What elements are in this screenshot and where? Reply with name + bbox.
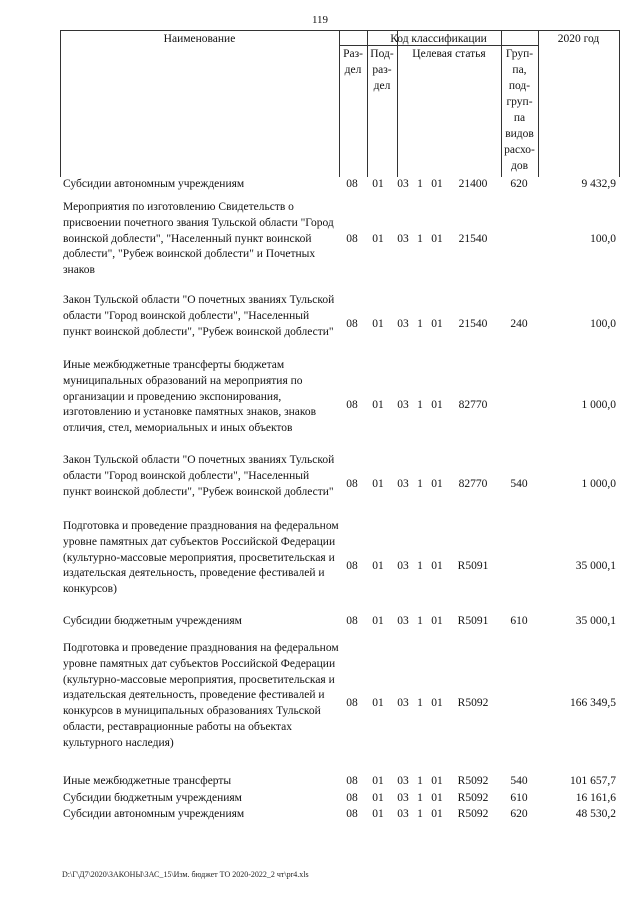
code-subsection: 01 xyxy=(372,178,384,190)
amount-2020: 1 000,0 xyxy=(581,399,616,411)
amount-2020: 1 000,0 xyxy=(581,478,616,490)
code-target-subprogram: 1 xyxy=(417,808,423,820)
code-target-subprogram: 1 xyxy=(417,233,423,245)
code-target-program: 03 xyxy=(397,478,409,490)
code-target-subprogram: 1 xyxy=(417,318,423,330)
code-section: 08 xyxy=(346,178,358,190)
code-target-direction: R5092 xyxy=(457,808,489,820)
code-target-direction: R5092 xyxy=(457,775,489,787)
code-section: 08 xyxy=(346,233,358,245)
code-expense-type: 610 xyxy=(510,792,528,804)
table-row xyxy=(0,614,640,630)
code-target-subprogram: 1 xyxy=(417,560,423,572)
code-expense-type: 240 xyxy=(510,318,528,330)
amount-2020: 16 161,6 xyxy=(575,792,616,804)
code-target-program: 03 xyxy=(397,775,409,787)
code-target-subprogram: 1 xyxy=(417,399,423,411)
table-row xyxy=(0,200,640,279)
code-subsection: 01 xyxy=(372,478,384,490)
header-code: Код классификации xyxy=(390,33,487,45)
amount-2020: 101 657,7 xyxy=(570,775,616,787)
code-subsection: 01 xyxy=(372,233,384,245)
code-section: 08 xyxy=(346,615,358,627)
code-target-program: 03 xyxy=(397,792,409,804)
row-name: Закон Тульской области "О почетных званиях Тульской области "Город воинской доблести", "Населенный пункт воинской доблести", "Рубеж воинской доблести" xyxy=(63,454,335,498)
code-target-event: 01 xyxy=(431,478,443,490)
code-target-event: 01 xyxy=(431,697,443,709)
row-name: Субсидии бюджетным учреждениям xyxy=(63,792,242,804)
code-target-event: 01 xyxy=(431,178,443,190)
amount-2020: 100,0 xyxy=(590,233,616,245)
code-expense-type: 540 xyxy=(510,478,528,490)
code-target-event: 01 xyxy=(431,399,443,411)
file-path-footer: D:\Г\Д7\2020\ЗАКОНЫ\ЗАС_15\Изм. бюджет ТО 2020-2022_2 чт\pr4.xls xyxy=(62,870,309,879)
table-row xyxy=(0,177,640,193)
code-target-direction: 21540 xyxy=(458,233,488,245)
code-target-subprogram: 1 xyxy=(417,178,423,190)
code-subsection: 01 xyxy=(372,615,384,627)
row-name: Субсидии бюджетным учреждениям xyxy=(63,615,242,627)
code-expense-type: 620 xyxy=(510,178,528,190)
code-section: 08 xyxy=(346,697,358,709)
code-section: 08 xyxy=(346,399,358,411)
header-section: Раз- дел xyxy=(343,48,363,76)
table-row xyxy=(0,791,640,807)
code-subsection: 01 xyxy=(372,318,384,330)
amount-2020: 9 432,9 xyxy=(581,178,616,190)
code-expense-type: 610 xyxy=(510,615,528,627)
code-target-program: 03 xyxy=(397,178,409,190)
header-name: Наименование xyxy=(163,33,236,45)
table-row xyxy=(0,519,640,614)
code-target-direction: 21400 xyxy=(458,178,488,190)
code-target-event: 01 xyxy=(431,233,443,245)
table-row xyxy=(0,358,640,453)
code-target-event: 01 xyxy=(431,792,443,804)
code-target-subprogram: 1 xyxy=(417,775,423,787)
code-expense-type: 620 xyxy=(510,808,528,820)
code-target-event: 01 xyxy=(431,775,443,787)
table-row xyxy=(0,453,640,516)
code-target-direction: R5092 xyxy=(457,697,489,709)
amount-2020: 35 000,1 xyxy=(575,560,616,572)
code-target-subprogram: 1 xyxy=(417,615,423,627)
table-row xyxy=(0,807,640,823)
code-target-program: 03 xyxy=(397,808,409,820)
code-expense-type: 540 xyxy=(510,775,528,787)
code-target-program: 03 xyxy=(397,399,409,411)
table-row xyxy=(0,641,640,767)
code-subsection: 01 xyxy=(372,808,384,820)
code-target-event: 01 xyxy=(431,318,443,330)
row-name: Подготовка и проведение празднования на федеральном уровне памятных дат субъектов Российской Федерации (культурно-массовые мероприятия, просветительская и издательская деятельность, проведение фестивалей и конкурсов) xyxy=(63,520,339,596)
amount-2020: 100,0 xyxy=(590,318,616,330)
table-row xyxy=(0,293,640,356)
code-target-direction: 82770 xyxy=(458,478,488,490)
row-name: Субсидии автономным учреждениям xyxy=(63,808,245,820)
amount-2020: 48 530,2 xyxy=(575,808,616,820)
row-name: Подготовка и проведение празднования на федеральном уровне памятных дат субъектов Российской Федерации (культурно-массовые мероприятия, просветительская и издательская деятельность, проведение фестивалей и конкурсов в муниципальных образованиях Тульской области, реставрационные работы на объектах культурного наследия) xyxy=(63,642,339,749)
row-name: Иные межбюджетные трансферты xyxy=(63,775,232,787)
code-target-subprogram: 1 xyxy=(417,792,423,804)
code-target-subprogram: 1 xyxy=(417,478,423,490)
row-name: Закон Тульской области "О почетных званиях Тульской области "Город воинской доблести", "Населенный пункт воинской доблести", "Рубеж воинской доблести" xyxy=(63,294,335,338)
code-target-event: 01 xyxy=(431,560,443,572)
row-name: Субсидии автономным учреждениям xyxy=(63,178,245,190)
code-target-program: 03 xyxy=(397,560,409,572)
code-section: 08 xyxy=(346,775,358,787)
code-target-event: 01 xyxy=(431,615,443,627)
table-header xyxy=(60,30,620,177)
code-section: 08 xyxy=(346,478,358,490)
code-target-direction: 82770 xyxy=(458,399,488,411)
header-subsection: Под- раз- дел xyxy=(370,48,394,92)
code-target-program: 03 xyxy=(397,697,409,709)
code-target-program: 03 xyxy=(397,233,409,245)
table-row xyxy=(0,774,640,790)
code-subsection: 01 xyxy=(372,697,384,709)
page-number: 119 xyxy=(311,14,329,26)
amount-2020: 166 349,5 xyxy=(570,697,616,709)
code-subsection: 01 xyxy=(372,792,384,804)
header-group: Груп- па, под- груп- па видов расхо- дов xyxy=(504,48,535,172)
row-name: Мероприятия по изготовлению Свидетельств о присвоении почетного звания Тульской области "Город воинской доблести", "Населенный пункт воинской доблести", "Рубеж воинской доблести" и Почетных знаков xyxy=(63,201,334,277)
code-target-event: 01 xyxy=(431,808,443,820)
header-year: 2020 год xyxy=(557,33,600,45)
code-target-program: 03 xyxy=(397,318,409,330)
code-target-direction: 21540 xyxy=(458,318,488,330)
code-target-subprogram: 1 xyxy=(417,697,423,709)
code-target-direction: R5092 xyxy=(457,792,489,804)
header-target: Целевая статья xyxy=(412,48,486,60)
row-name: Иные межбюджетные трансферты бюджетам муниципальных образований на мероприятия по организации и проведению экспонирования, изготовлению и установке памятных знаков, знаков отличия, стел, мемориальных и иных объектов xyxy=(63,359,317,435)
code-subsection: 01 xyxy=(372,399,384,411)
code-section: 08 xyxy=(346,808,358,820)
code-target-direction: R5091 xyxy=(457,560,489,572)
code-subsection: 01 xyxy=(372,775,384,787)
code-subsection: 01 xyxy=(372,560,384,572)
code-target-program: 03 xyxy=(397,615,409,627)
amount-2020: 35 000,1 xyxy=(575,615,616,627)
code-section: 08 xyxy=(346,560,358,572)
code-target-direction: R5091 xyxy=(457,615,489,627)
code-section: 08 xyxy=(346,792,358,804)
code-section: 08 xyxy=(346,318,358,330)
